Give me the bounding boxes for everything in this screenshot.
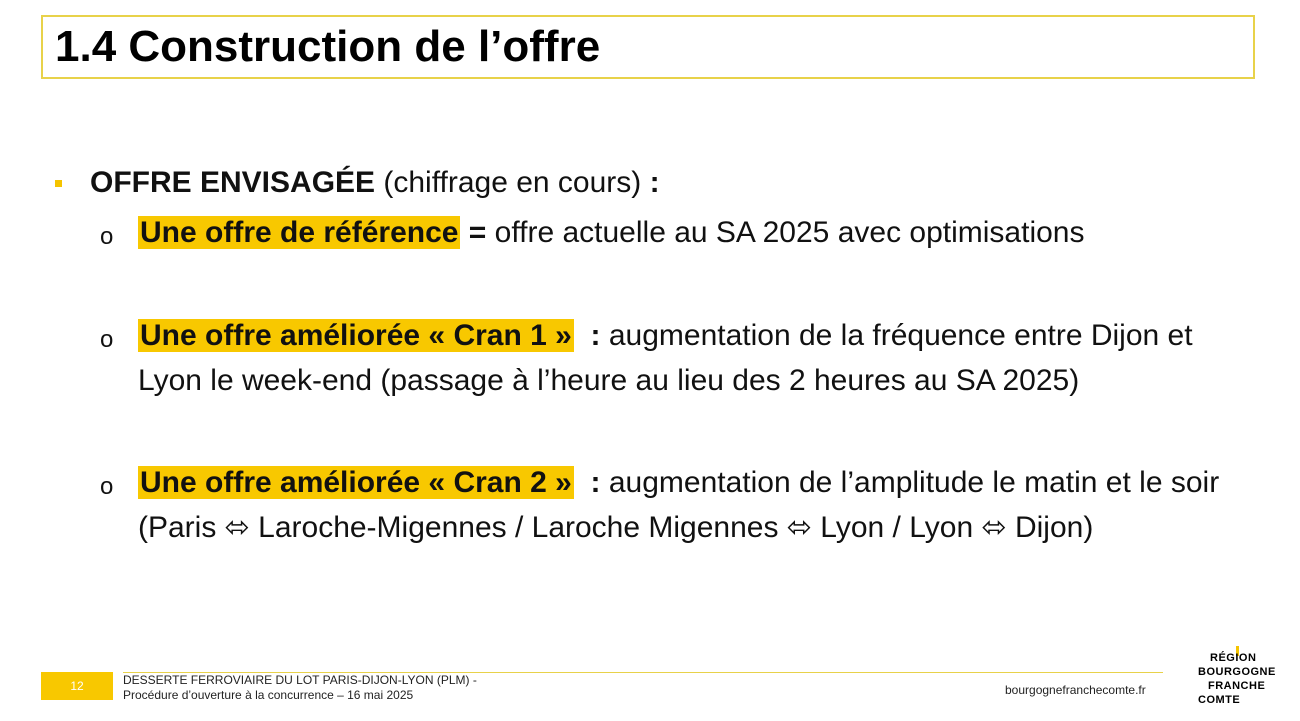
main-bullet-bold: OFFRE ENVISAGÉE: [90, 166, 376, 199]
item-text: offre actuelle au SA 2025 avec optimisations: [494, 216, 1085, 249]
main-bullet-colon: :: [649, 166, 660, 199]
footer-line-2: Procédure d’ouverture à la concurrence – 16 mai 2025: [123, 688, 414, 702]
item-separator: :: [573, 466, 609, 499]
footer-line-1: DESSERTE FERROVIAIRE DU LOT PARIS-DIJON-LYON (PLM) -: [123, 673, 477, 687]
main-bullet-rest: (chiffrage en cours): [375, 166, 650, 199]
item-text: augmentation de l’amplitude le matin et le soir (Paris ⬄ Laroche-Migennes / Laroche Migennes ⬄ Lyon / Lyon ⬄ Dijon): [138, 466, 1220, 544]
logo-text-line-1: RÉGION: [1210, 652, 1257, 664]
highlight-label: Une offre améliorée « Cran 1 »: [140, 319, 572, 352]
sub-item-cran-2: [100, 460, 1263, 550]
circle-bullet-icon: o: [100, 326, 114, 353]
page-number: 12: [41, 672, 113, 700]
sub-item-cran-1: [100, 313, 1263, 403]
item-separator: =: [460, 216, 495, 249]
footer-caption: [123, 673, 477, 703]
logo-text-line-3: FRANCHE: [1208, 680, 1266, 692]
item-separator: :: [573, 319, 609, 352]
highlight-label: Une offre améliorée « Cran 2 »: [140, 466, 572, 499]
logo-text-line-2: BOURGOGNE: [1198, 666, 1276, 678]
footer-url: bourgognefranchecomte.fr: [1005, 683, 1146, 697]
circle-bullet-icon: o: [100, 223, 114, 250]
logo-text-line-4: COMTE: [1198, 694, 1241, 706]
sub-item-reference: [100, 210, 1263, 255]
circle-bullet-icon: o: [100, 473, 114, 500]
title-box: [41, 15, 1255, 79]
main-bullet: [55, 163, 660, 203]
region-logo: [1196, 646, 1284, 716]
item-text: augmentation de la fréquence entre Dijon et Lyon le week-end (passage à l’heure au lieu des 2 heures au SA 2025): [138, 319, 1193, 397]
slide-title: 1.4 Construction de l’offre: [55, 22, 601, 71]
highlight-label: Une offre de référence: [140, 216, 459, 249]
square-bullet-icon: [55, 180, 62, 187]
